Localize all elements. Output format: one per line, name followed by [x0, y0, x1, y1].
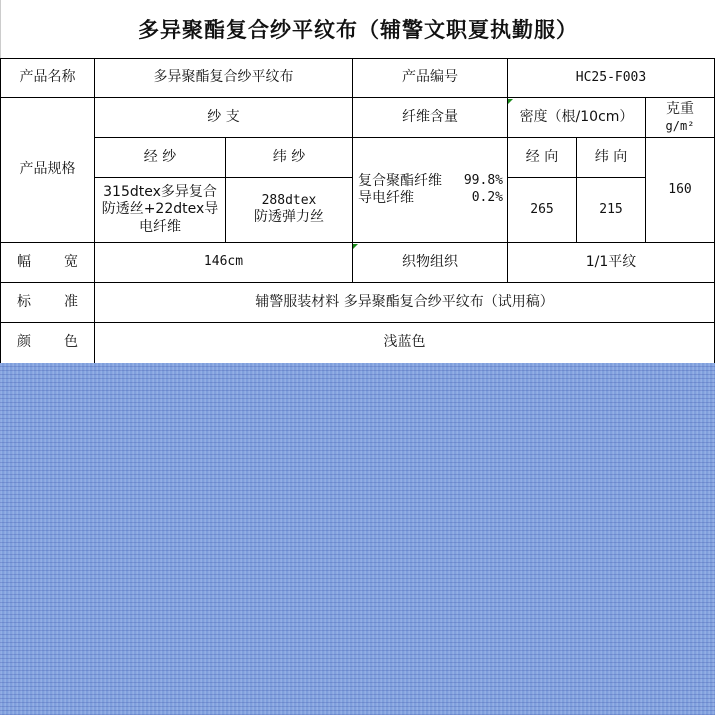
product-code-label: 产品编号 [353, 58, 508, 98]
cell-comment-marker-icon [353, 244, 358, 249]
width-label-char: 幅 [17, 253, 31, 270]
standard-label-char: 标 [17, 293, 31, 310]
fiber-percent: 99.8% [463, 172, 503, 188]
density-label: 密度（根/10cm） [508, 98, 646, 138]
fiber-content-value [353, 138, 508, 243]
warp-yarn-value: 315dtex多异复合防透丝+22dtex导电纤维 [95, 178, 226, 243]
fiber-name: 复合聚酯纤维 [358, 172, 442, 189]
fiber-content-label: 纤维含量 [353, 98, 508, 138]
standard-label-char: 准 [64, 293, 78, 310]
warp-direction-label: 经 向 [508, 138, 577, 178]
weft-yarn-value [226, 178, 353, 243]
weft-yarn-label: 纬 纱 [226, 138, 353, 178]
product-name-value: 多异聚酯复合纱平纹布 [95, 58, 353, 98]
spec-table [0, 58, 715, 363]
product-spec-label: 产品规格 [0, 98, 95, 243]
weft-yarn-spec: 288dtex [261, 193, 317, 209]
warp-density-value: 265 [508, 178, 577, 243]
weft-density-value: 215 [577, 178, 646, 243]
weight-unit: g/m² [665, 118, 695, 133]
color-value: 浅蓝色 [95, 323, 715, 363]
cell-comment-marker-icon [508, 99, 513, 104]
weight-value: 160 [646, 138, 715, 243]
color-label-char: 颜 [17, 334, 31, 351]
fabric-swatch-image [0, 363, 715, 715]
weight-label: 克重 [666, 101, 694, 118]
standard-label [0, 283, 95, 323]
document-title: 多异聚酯复合纱平纹布（辅警文职夏执勤服） [0, 0, 715, 58]
weave-label: 织物组织 [353, 243, 508, 283]
width-label [0, 243, 95, 283]
width-value: 146cm [95, 243, 353, 283]
yarn-count-label: 纱 支 [95, 98, 353, 138]
fiber-row [358, 173, 503, 191]
width-label-char: 宽 [64, 253, 78, 270]
product-name-label: 产品名称 [0, 58, 95, 98]
fiber-row [358, 190, 503, 208]
weft-direction-label: 纬 向 [577, 138, 646, 178]
weight-label-cell [646, 98, 715, 138]
color-label [0, 323, 95, 363]
product-code-value: HC25-F003 [508, 58, 715, 98]
color-label-char: 色 [64, 334, 78, 351]
standard-value: 辅警服装材料 多异聚酯复合纱平纹布（试用稿） [95, 283, 715, 323]
warp-yarn-label: 经 纱 [95, 138, 226, 178]
weave-value: 1/1平纹 [508, 243, 715, 283]
fiber-percent: 0.2% [471, 190, 503, 205]
weft-yarn-type: 防透弹力丝 [254, 209, 324, 226]
fiber-name: 导电纤维 [358, 190, 414, 206]
